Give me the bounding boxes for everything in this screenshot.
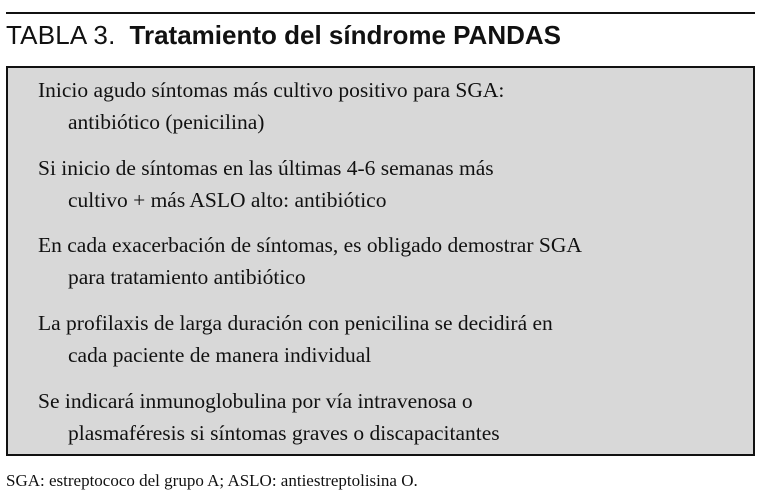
recommendation-item — [38, 229, 582, 293]
recommendation-continuation: cada paciente de manera individual — [68, 343, 372, 367]
table-number: TABLA 3. — [6, 20, 116, 50]
recommendation-item — [38, 307, 553, 371]
recommendation-item — [38, 152, 494, 216]
table-footnote: SGA: estreptococo del grupo A; ASLO: antiestreptolisina O. — [6, 471, 418, 490]
recommendation-text: Inicio agudo síntomas más cultivo positivo para SGA: — [38, 78, 505, 102]
recommendation-continuation: antibiótico (penicilina) — [68, 110, 265, 134]
recommendation-continuation: cultivo + más ASLO alto: antibiótico — [68, 188, 387, 212]
recommendation-text: Se indicará inmunoglobulina por vía intravenosa o — [38, 389, 473, 413]
recommendation-text: La profilaxis de larga duración con penicilina se decidirá en — [38, 311, 553, 335]
table-title: Tratamiento del síndrome PANDAS — [129, 20, 562, 50]
recommendation-text: Si inicio de síntomas en las últimas 4-6 semanas más — [38, 156, 494, 180]
top-rule — [6, 12, 755, 14]
recommendation-item — [38, 385, 500, 449]
recommendation-continuation: plasmaféresis si síntomas graves o discapacitantes — [68, 421, 500, 445]
recommendation-continuation: para tratamiento antibiótico — [68, 265, 306, 289]
recommendations-box — [6, 66, 755, 456]
table-heading — [6, 18, 561, 57]
recommendation-text: En cada exacerbación de síntomas, es obligado demostrar SGA — [38, 233, 582, 257]
recommendation-item — [38, 74, 504, 138]
